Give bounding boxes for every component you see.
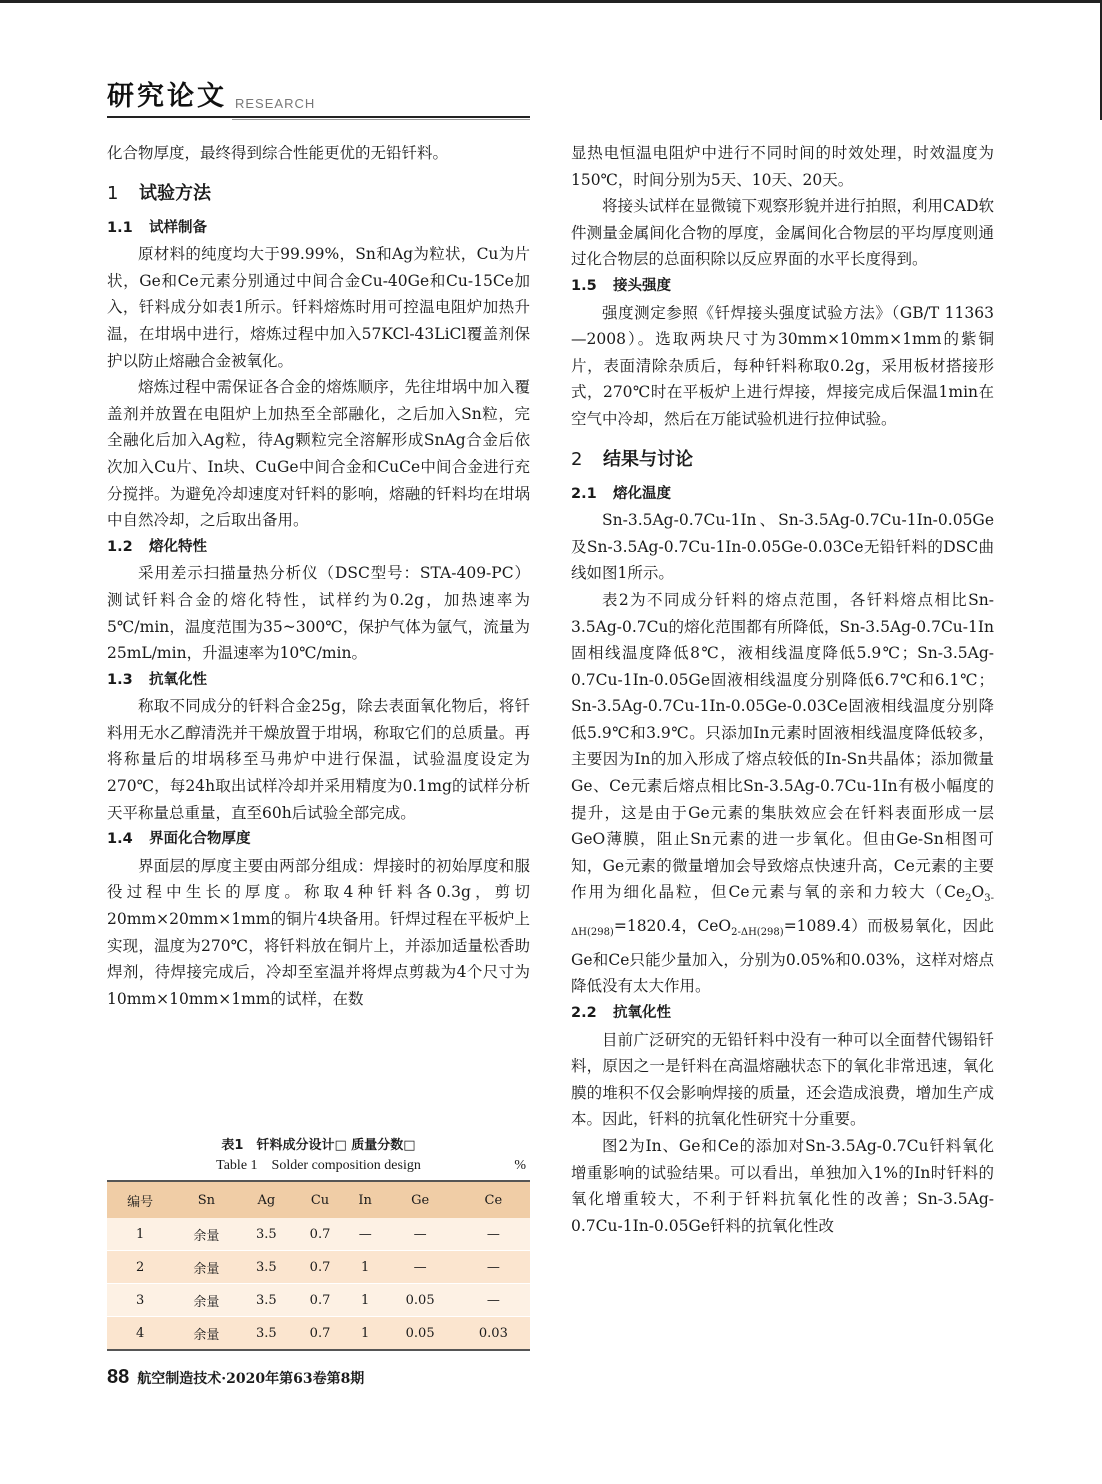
page-header (107, 82, 315, 112)
section-1-2-heading (107, 534, 530, 561)
table-cell: — (457, 1218, 530, 1251)
table-caption-cn: 表1 钎料成分设计□ 质量分数□ (221, 1138, 416, 1153)
table-cell: 0.7 (293, 1317, 347, 1351)
top-border-rule (0, 0, 1102, 3)
subsection-number: 1.4 (107, 831, 133, 848)
paragraph: 强度测定参照《钎焊接头强度试验方法》（GB/T 11363—2008）。选取两块尺寸为30mm×10mm×1mm的紫铜片，表面清除杂质后，每种钎料称取0.2g，采用板材搭接形式，270℃时在平板炉上进行焊接，焊接完成后保温1min在空气中冷却，然后在万能试验机进行拉伸试验。 (571, 303, 994, 428)
composition-table (107, 1180, 530, 1351)
subsection-number: 1.2 (107, 538, 133, 555)
table-cell: 1 (347, 1251, 384, 1284)
formula-subscript: 3-ΔH(298) (571, 893, 994, 939)
paragraph-with-formula (571, 587, 994, 1000)
subsection-title: 抗氧化性 (149, 671, 207, 688)
formula-subscript: 2-ΔH(298) (731, 927, 784, 939)
left-column (107, 140, 530, 1012)
table-caption-en-text: Table 1 Solder composition design (216, 1158, 421, 1173)
section-1-1-heading (107, 215, 530, 242)
section-title: 结果与讨论 (603, 448, 693, 470)
subsection-number: 1.1 (107, 219, 133, 236)
table-cell: — (347, 1218, 384, 1251)
table-header-row (107, 1181, 530, 1218)
table-unit: % (514, 1158, 526, 1173)
table-row (107, 1284, 530, 1317)
paragraph: 原材料的纯度均大于99.99%，Sn和Ag为粒状，Cu为片状，Ge和Ce元素分别通过中间合金Cu-40Ge和Cu-15Ce加入，钎料成分如表1所示。钎料熔炼时用可控温电阻炉加热升温，在坩埚中进行，熔炼过程中加入57KCl-43LiCl覆盖剂保护以防止熔融合金被氧化。 (107, 245, 530, 370)
section-number: 1 (107, 182, 119, 204)
table-cell: 0.7 (293, 1284, 347, 1317)
paragraph: 采用差示扫描量热分析仪（DSC型号：STA-409-PC）测试钎料合金的熔化特性，试样约为0.2g，加热速率为5℃/min，温度范围为35~300℃，保护气体为氩气，流量为25mL/min，升温速率为10℃/min。 (107, 564, 530, 663)
table-row (107, 1317, 530, 1351)
page-number: 88 (107, 1366, 130, 1388)
subsection-number: 2.2 (571, 1005, 597, 1021)
table-cell: 0.7 (293, 1251, 347, 1284)
subsection-title: 熔化特性 (149, 538, 207, 555)
table-cell: 3 (107, 1284, 173, 1317)
table-cell: 1 (347, 1284, 384, 1317)
subsection-title: 界面化合物厚度 (149, 831, 251, 848)
section-number: 2 (571, 448, 583, 470)
table-cell: 余量 (173, 1284, 239, 1317)
subsection-number: 2.1 (571, 485, 597, 502)
paragraph: 熔炼过程中需保证各合金的熔炼顺序，先往坩埚中加入覆盖剂并放置在电阻炉上加热至全部融化，之后加入Sn粒，完全融化后加入Ag粒，待Ag颗粒完全溶解形成SnAg合金后依次加入Cu片、In块、CuGe中间合金和CuCe中间合金进行充分搅拌。为避免冷却速度对钎料的影响，熔融的钎料均在坩埚中自然冷却，之后取出备用。 (107, 378, 530, 530)
table-cell: 余量 (173, 1218, 239, 1251)
table-cell: 3.5 (240, 1317, 294, 1351)
paragraph: 将接头试样在显微镜下观察形貌并进行拍照，利用CAD软件测量金属间化合物的厚度，金属间化合物层的平均厚度则通过化合物层的总面积除以反应界面的水平长度得到。 (571, 197, 994, 269)
section-2-heading (571, 447, 994, 473)
table-header-cell: Sn (173, 1181, 239, 1218)
table-row (107, 1251, 530, 1284)
paragraph: 图2为In、Ge和Ce的添加对Sn-3.5Ag-0.7Cu钎料氧化增重影响的试验结果。可以看出，单独加入1%的In时钎料的氧化增重较大，不利于钎料抗氧化性的改善；Sn-3.5Ag-0.7Cu-1In-0.05Ge钎料的抗氧化性改 (571, 1136, 994, 1235)
paragraph: 目前广泛研究的无铅钎料中没有一种可以全面替代锡铅钎料，原因之一是钎料在高温熔融状态下的氧化非常迅速，氧化膜的堆积不仅会影响焊接的质量，还会造成浪费，增加生产成本。因此，钎料的抗氧化性研究十分重要。 (571, 1030, 994, 1129)
section-title: 试验方法 (139, 182, 211, 204)
journal-name: 航空制造技术·2020年第63卷第8期 (137, 1371, 365, 1387)
table-header-cell: 编号 (107, 1181, 173, 1218)
table-cell: — (384, 1218, 457, 1251)
paragraph: 显热电恒温电阻炉中进行不同时间的时效处理，时效温度为150℃，时间分别为5天、10天、20天。 (571, 144, 994, 189)
table-cell: 1 (347, 1317, 384, 1351)
section-1-3-heading (107, 667, 530, 694)
table-cell: 1 (107, 1218, 173, 1251)
table-header-cell: Ce (457, 1181, 530, 1218)
subsection-title: 试样制备 (149, 219, 207, 236)
subsection-title: 熔化温度 (613, 485, 671, 502)
table-cell: 3.5 (240, 1251, 294, 1284)
table-header-cell: In (347, 1181, 384, 1218)
formula-subscript: 2 (965, 893, 972, 905)
table-cell: — (457, 1251, 530, 1284)
table-header-cell: Ge (384, 1181, 457, 1218)
section-1-5-heading (571, 273, 994, 300)
table-cell: 3.5 (240, 1284, 294, 1317)
table-cell: — (457, 1284, 530, 1317)
table-cell: — (384, 1251, 457, 1284)
table-cell: 0.05 (384, 1317, 457, 1351)
paragraph: 称取不同成分的钎料合金25g，除去表面氧化物后，将钎料用无水乙醇清洗并干燥放置于坩埚，称取它们的总质量。再将称量后的坩埚移至马弗炉中进行保温，试验温度设定为270℃，每24h取出试样冷却并采用精度为0.1mg的试样分析天平称量总重量，直至60h后试验全部完成。 (107, 697, 530, 822)
subsection-number: 1.3 (107, 671, 133, 688)
section-1-heading (107, 181, 530, 207)
table-1 (107, 1136, 530, 1351)
section-label-cn: 研究论文 (107, 81, 227, 112)
section-2-2-heading (571, 1000, 994, 1027)
table-caption-en (107, 1156, 530, 1176)
subsection-title: 抗氧化性 (613, 1005, 671, 1021)
table-cell: 0.05 (384, 1284, 457, 1317)
right-column (571, 140, 994, 1239)
page-footer (107, 1366, 364, 1389)
formula-text: =1820.4，CeO (613, 917, 732, 936)
paragraph: 界面层的厚度主要由两部分组成：焊接时的初始厚度和服役过程中生长的厚度。称取4种钎料各0.3g，剪切20mm×20mm×1mm的铜片4块备用。钎焊过程在平板炉上实现，温度为270℃，将钎料放在铜片上，并添加适量松香助焊剂，待焊接完成后，冷却至室温并将焊点剪裁为4个尺寸为10mm×10mm×1mm的试样，在数 (107, 856, 530, 1008)
paragraph: Sn-3.5Ag-0.7Cu-1In、Sn-3.5Ag-0.7Cu-1In-0.05Ge及Sn-3.5Ag-0.7Cu-1In-0.05Ge-0.03Ce无铅钎料的DSC曲线如图1所示。 (571, 511, 994, 583)
table-cell: 余量 (173, 1251, 239, 1284)
table-cell: 0.03 (457, 1317, 530, 1351)
section-label-en: RESEARCH (235, 96, 316, 111)
table-cell: 4 (107, 1317, 173, 1351)
subsection-title: 接头强度 (613, 277, 671, 294)
table-row (107, 1218, 530, 1251)
formula-text: O (971, 883, 985, 902)
table-header-cell: Cu (293, 1181, 347, 1218)
table-cell: 2 (107, 1251, 173, 1284)
table-cell: 3.5 (240, 1218, 294, 1251)
paragraph-text: =1089.4）而极易氧化，因此Ge和Ce只能少量加入，分别为0.05%和0.03%，这样对熔点降低没有太大作用。 (571, 917, 994, 996)
section-1-4-heading (107, 826, 530, 853)
header-rule (107, 116, 530, 118)
paragraph-text: 表2为不同成分钎料的熔点范围，各钎料熔点相比Sn-3.5Ag-0.7Cu的熔化范围都有所降低，Sn-3.5Ag-0.7Cu-1In固相线温度降低8℃，液相线温度降低5.9℃；Sn-3.5Ag-0.7Cu-1In-0.05Ge固液相线温度分别降低6.7℃和6.1℃；Sn-3.5Ag-0.7Cu-1In-0.05Ge-0.03Ce固液相线温度分别降低5.9℃和3.9℃。只添加In元素时固液相线温度降低较多，主要因为In的加入形成了熔点较低的In-Sn共晶体；添加微量Ge、Ce元素后熔点相比Sn-3.5Ag-0.7Cu-1In有极小幅度的提升，这是由于Ge元素的集肤效应会在钎料表面形成一层GeO薄膜，阻止Sn元素的进一步氧化。但由Ge-Sn相图可知，Ge元素的微量增加会导致熔点快速升高，Ce元素的主要作用为细化晶粒，但Ce元素与氧的亲和力较大（Ce (571, 590, 994, 902)
table-cell: 0.7 (293, 1218, 347, 1251)
table-cell: 余量 (173, 1317, 239, 1351)
table-header-cell: Ag (240, 1181, 294, 1218)
header-rule-thin (232, 119, 530, 120)
subsection-number: 1.5 (571, 277, 597, 294)
section-2-1-heading (571, 481, 994, 508)
intro-paragraph: 化合物厚度，最终得到综合性能更优的无铅钎料。 (107, 144, 449, 162)
